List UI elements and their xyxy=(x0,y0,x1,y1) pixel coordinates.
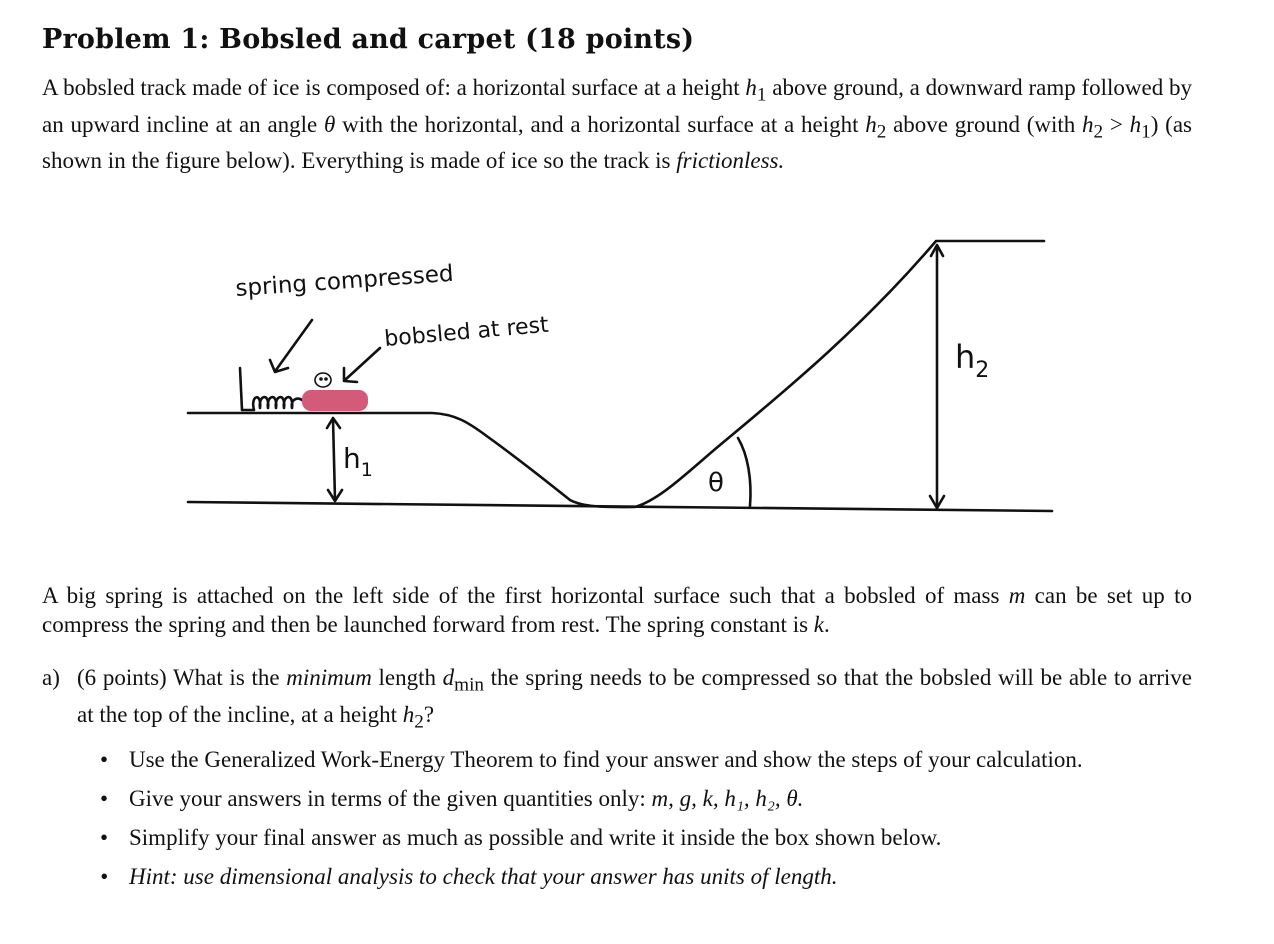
list-item: • Hint: use dimensional analysis to check that your answer has units of length. xyxy=(98,861,1083,900)
question-a-label: a) xyxy=(42,665,60,690)
bobsled-pointer xyxy=(344,348,380,382)
label-bobsled-at-rest: bobsled at rest xyxy=(383,312,550,352)
list-item: • Simplify your final answer as much as possible and write it inside the box shown below. xyxy=(98,822,1083,861)
label-spring-compressed: spring compressed xyxy=(234,260,455,302)
spring-paragraph: A big spring is attached on the left side of the first horizontal surface such that a bobsled of mass m can be set up to compress the spring and then be launched forward from rest. The spring constant is k. xyxy=(42,583,1192,637)
question-a-text: (6 points) What is the minimum length $d_{min}$ the spring needs to be compressed so that the bobsled will be able to arrive at the top of the incline, at a height $h_2$? xyxy=(77,665,1192,733)
spring-pointer xyxy=(270,320,312,372)
h1-arrow xyxy=(333,419,335,500)
list-item: • Give your answers in terms of the given quantities only: m, g, k, h₁, h₂, θ. xyxy=(98,783,1083,822)
instruction-list xyxy=(98,744,1083,900)
label-theta: θ xyxy=(708,468,724,498)
angle-arc xyxy=(738,438,751,506)
list-item: • Use the Generalized Work-Energy Theorem to find your answer and show the steps of your calculation. xyxy=(98,744,1083,783)
label-h2: $h_2$ xyxy=(955,338,990,383)
question-a xyxy=(42,663,1192,736)
problem-title: Problem 1: Bobsled and carpet (18 points) xyxy=(42,24,695,55)
rider-head xyxy=(315,373,331,387)
intro-paragraph: A bobsled track made of ice is composed of: a horizontal surface at a height $h_1$ above ground, a downward ramp followed by an upward incline at an angle θ with the horizontal, and a horizontal surface at a height $h_2$ above ground (with $h_2 > h_1$) (as shown in the figure below). Everything is made of ice so the track is frictionless. xyxy=(42,75,1192,174)
bobsled xyxy=(302,390,368,411)
spring-coil xyxy=(240,368,304,410)
label-h1: $h_1$ xyxy=(343,442,373,481)
